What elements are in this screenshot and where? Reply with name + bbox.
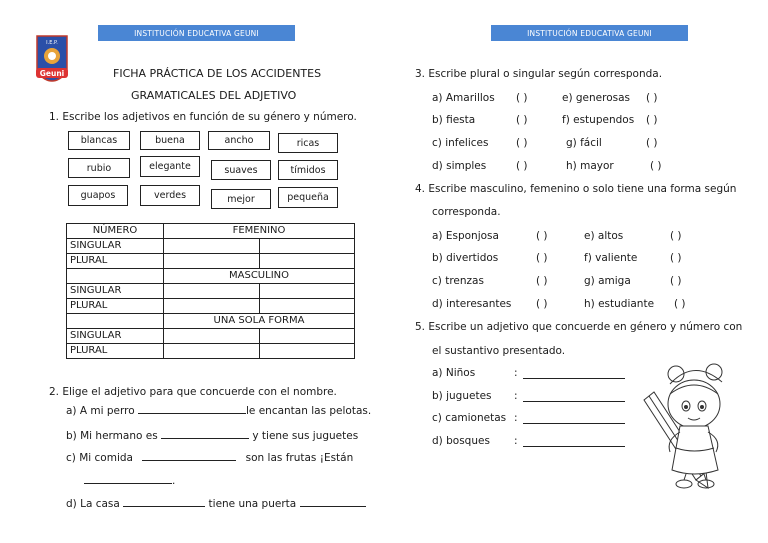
- word-box: elegante: [140, 156, 200, 177]
- school-logo-icon: [34, 34, 70, 90]
- word-box: blancas: [68, 131, 130, 150]
- q5-colon: :: [514, 435, 518, 447]
- q3-row-b-right: f) estupendos: [562, 114, 635, 126]
- table-row: [67, 314, 355, 329]
- word-box: ancho: [208, 131, 270, 150]
- q4-row-c-left: c) trenzas: [432, 275, 484, 287]
- answer-paren[interactable]: ( ): [670, 230, 682, 242]
- answer-paren[interactable]: ( ): [516, 137, 528, 149]
- table-row: [67, 299, 355, 314]
- q4-row-a-right: e) altos: [584, 230, 624, 242]
- answer-paren[interactable]: ( ): [674, 298, 686, 310]
- answer-paren[interactable]: ( ): [646, 137, 658, 149]
- answer-paren[interactable]: ( ): [516, 114, 528, 126]
- q2-a-text-1: a) A mi perro: [66, 405, 135, 417]
- answer-blank[interactable]: [523, 368, 625, 379]
- row-label-singular: SINGULAR: [67, 284, 164, 299]
- word-box: rubio: [68, 158, 130, 178]
- q2-item-c-cont: [84, 473, 175, 488]
- q5-prompt-cont: el sustantivo presentado.: [432, 345, 566, 357]
- table-row: [67, 224, 355, 239]
- answer-blank[interactable]: [523, 436, 625, 447]
- answer-paren[interactable]: ( ): [516, 92, 528, 104]
- q2-item-c: [66, 450, 353, 465]
- gender-number-table: [66, 223, 355, 359]
- q5-colon: :: [514, 390, 518, 402]
- q5-item-d: d) bosques: [432, 435, 490, 447]
- answer-paren[interactable]: ( ): [536, 230, 548, 242]
- q4-prompt-cont: corresponda.: [432, 206, 501, 218]
- q3-row-d-right: h) mayor: [566, 160, 614, 172]
- table-cell[interactable]: [259, 254, 355, 269]
- q2-item-d: [66, 496, 366, 511]
- q2-d-text-2: tiene una puerta: [208, 498, 297, 510]
- q2-c-text-1: c) Mi comida: [66, 452, 133, 464]
- word-box: buena: [140, 131, 200, 150]
- q4-row-d-right: h) estudiante: [584, 298, 655, 310]
- q2-item-a: [66, 403, 371, 418]
- girl-with-pencil-icon: [636, 360, 748, 498]
- school-banner-left: INSTITUCIÓN EDUCATIVA GEUNI: [98, 25, 295, 41]
- word-box: pequeña: [278, 187, 338, 208]
- word-box: ricas: [278, 133, 338, 153]
- q4-row-d-left: d) interesantes: [432, 298, 512, 310]
- q2-prompt: 2. Elige el adjetivo para que concuerde con el nombre.: [49, 386, 337, 398]
- table-cell[interactable]: [259, 239, 355, 254]
- answer-paren[interactable]: ( ): [646, 92, 658, 104]
- table-cell[interactable]: [164, 239, 260, 254]
- answer-blank[interactable]: [138, 403, 246, 414]
- col-header-femenino: FEMENINO: [164, 224, 355, 239]
- answer-blank[interactable]: [142, 450, 236, 461]
- q3-row-a-right: e) generosas: [562, 92, 631, 104]
- row-label-singular: SINGULAR: [67, 329, 164, 344]
- q2-item-b: [66, 428, 358, 443]
- word-box: verdes: [140, 185, 200, 206]
- q5-prompt: 5. Escribe un adjetivo que concuerde en género y número con: [415, 321, 743, 333]
- q3-row-c-left: c) infelices: [432, 137, 489, 149]
- section-header-masculino: MASCULINO: [164, 269, 355, 284]
- q2-b-text-2: y tiene sus juguetes: [252, 430, 359, 442]
- q5-colon: :: [514, 412, 518, 424]
- title-line-2: GRAMATICALES DEL ADJETIVO: [131, 89, 297, 102]
- q4-row-b-left: b) divertidos: [432, 252, 499, 264]
- q2-c-text-2: son las frutas ¡Están: [245, 452, 354, 464]
- q3-row-a-left: a) Amarillos: [432, 92, 495, 104]
- answer-paren[interactable]: ( ): [536, 275, 548, 287]
- logo-top-text: I.E.P.: [46, 40, 58, 46]
- table-cell[interactable]: [164, 284, 260, 299]
- table-row: [67, 329, 355, 344]
- q2-d-text-1: d) La casa: [66, 498, 120, 510]
- answer-blank[interactable]: [300, 496, 366, 507]
- answer-paren[interactable]: ( ): [646, 114, 658, 126]
- q2-a-text-2: le encantan las pelotas.: [245, 405, 372, 417]
- table-cell[interactable]: [259, 344, 355, 359]
- word-box: guapos: [68, 185, 128, 206]
- q4-row-a-left: a) Esponjosa: [432, 230, 499, 242]
- answer-paren[interactable]: ( ): [670, 252, 682, 264]
- row-label-plural: PLURAL: [67, 344, 164, 359]
- row-label-singular: SINGULAR: [67, 239, 164, 254]
- q4-row-c-right: g) amiga: [584, 275, 631, 287]
- word-box: suaves: [211, 160, 271, 180]
- q4-row-b-right: f) valiente: [584, 252, 638, 264]
- q3-prompt: 3. Escribe plural o singular según corresponda.: [415, 68, 663, 80]
- table-cell[interactable]: [259, 299, 355, 314]
- answer-paren[interactable]: ( ): [536, 298, 548, 310]
- answer-blank[interactable]: [523, 391, 625, 402]
- q3-row-c-right: g) fácil: [566, 137, 602, 149]
- table-row: [67, 269, 355, 284]
- row-label-plural: PLURAL: [67, 254, 164, 269]
- table-row: [67, 239, 355, 254]
- answer-blank[interactable]: [523, 413, 625, 424]
- table-row: [67, 284, 355, 299]
- title-line-1: FICHA PRÁCTICA DE LOS ACCIDENTES: [113, 67, 322, 80]
- q5-colon: :: [514, 367, 518, 379]
- answer-paren[interactable]: ( ): [650, 160, 662, 172]
- table-cell[interactable]: [259, 284, 355, 299]
- table-row: [67, 344, 355, 359]
- answer-paren[interactable]: ( ): [536, 252, 548, 264]
- answer-blank[interactable]: [161, 428, 249, 439]
- q3-row-d-left: d) simples: [432, 160, 487, 172]
- table-cell[interactable]: [164, 299, 260, 314]
- answer-paren[interactable]: ( ): [516, 160, 528, 172]
- table-cell[interactable]: [164, 344, 260, 359]
- table-cell[interactable]: [259, 329, 355, 344]
- answer-blank[interactable]: [123, 496, 205, 507]
- section-header-una-sola-forma: UNA SOLA FORMA: [164, 314, 355, 329]
- word-box: tímidos: [278, 160, 338, 180]
- table-cell[interactable]: [164, 329, 260, 344]
- q3-row-b-left: b) fiesta: [432, 114, 476, 126]
- q5-item-b: b) juguetes: [432, 390, 492, 402]
- q2-c-text-3: .: [172, 475, 176, 487]
- col-header-numero: NÚMERO: [67, 224, 164, 239]
- q1-prompt: 1. Escribe los adjetivos en función de su género y número.: [49, 111, 357, 123]
- word-box: mejor: [211, 189, 271, 209]
- school-banner-right: INSTITUCIÓN EDUCATIVA GEUNI: [491, 25, 688, 41]
- q2-b-text-1: b) Mi hermano es: [66, 430, 158, 442]
- answer-blank[interactable]: [84, 473, 172, 484]
- q4-prompt: 4. Escribe masculino, femenino o solo tiene una forma según: [415, 183, 737, 195]
- answer-paren[interactable]: ( ): [670, 275, 682, 287]
- q5-item-c: c) camionetas: [432, 412, 507, 424]
- row-label-plural: PLURAL: [67, 299, 164, 314]
- table-row: [67, 254, 355, 269]
- table-cell[interactable]: [164, 254, 260, 269]
- logo-brand-text: Geuni: [39, 69, 65, 78]
- q5-item-a: a) Niños: [432, 367, 476, 379]
